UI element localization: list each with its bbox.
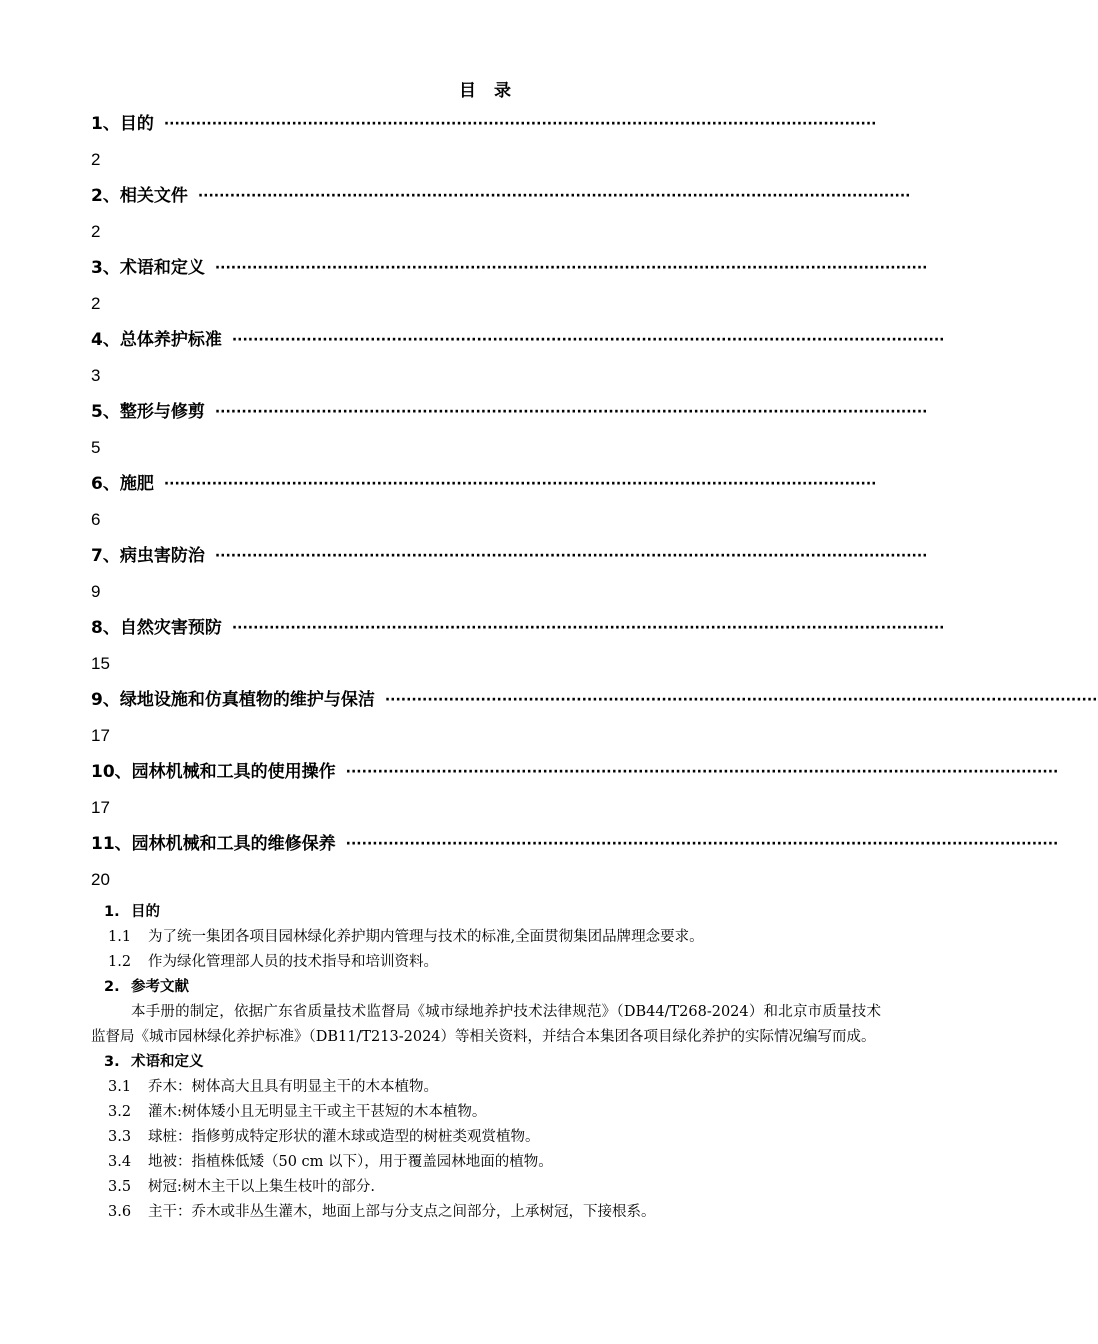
toc-leader-dots: ······································································································································ <box>231 620 945 636</box>
toc-entry[interactable] <box>91 324 945 396</box>
toc-entry-page: 2 <box>91 222 101 241</box>
toc-leader-dots: ······································································································································ <box>214 404 928 420</box>
toc-entry-page: 6 <box>91 510 101 529</box>
toc-entry-page: 20 <box>91 870 110 889</box>
toc-leader-dots: ······································································································································ <box>163 476 877 492</box>
list-item <box>91 925 881 950</box>
section-heading <box>91 975 881 1000</box>
toc-entry-label: 5、整形与修剪 <box>91 402 205 422</box>
toc-entry-label: 4、总体养护标准 <box>91 330 222 350</box>
item-text: 地被：指植株低矮（50 cm 以下），用于覆盖园林地面的植物。 <box>148 1154 553 1170</box>
paragraph: 本手册的制定，依据广东省质量技术监督局《城市绿地养护技术法律规范》（DB44/T268-2024）和北京市质量技术监督局《城市园林绿化养护标准》（DB11/T213-2024）等相关资料，并结合本集团各项目绿化养护的实际情况编写而成。 <box>91 1004 881 1045</box>
toc-entry-page: 3 <box>91 366 101 385</box>
toc-entry[interactable] <box>91 828 1059 900</box>
section-title: 术语和定义 <box>131 1054 204 1070</box>
toc-entry[interactable] <box>91 684 1098 756</box>
section-title: 目的 <box>131 904 160 920</box>
list-item <box>91 1200 881 1225</box>
section-title: 参考文献 <box>131 979 189 995</box>
toc-title: 目 录 <box>459 81 517 101</box>
toc-entry-label: 7、病虫害防治 <box>91 546 205 566</box>
toc-entry[interactable] <box>91 252 928 324</box>
section-number: 2. <box>104 979 120 995</box>
item-text: 球桩：指修剪成特定形状的灌木球或造型的树桩类观赏植物。 <box>148 1129 540 1145</box>
item-text: 为了统一集团各项目园林绿化养护期内管理与技术的标准,全面贯彻集团品牌理念要求。 <box>148 929 704 945</box>
toc-leader-dots: ······································································································································ <box>231 332 945 348</box>
toc-entry[interactable] <box>91 396 928 468</box>
toc-entry[interactable] <box>91 468 881 540</box>
toc-leader-dots: ······································································································································ <box>345 764 1059 780</box>
item-number: 3.5 <box>108 1179 132 1195</box>
list-item <box>91 1075 881 1100</box>
list-item <box>91 1175 881 1200</box>
toc-entry-page: 2 <box>91 294 101 313</box>
toc-entry-label: 8、自然灾害预防 <box>91 618 222 638</box>
toc-entry-label: 3、术语和定义 <box>91 258 205 278</box>
toc-entry-label: 6、施肥 <box>91 474 154 494</box>
section-heading <box>91 900 881 925</box>
list-item <box>91 950 881 975</box>
toc-leader-dots: ······································································································································ <box>197 188 911 204</box>
item-number: 3.6 <box>108 1204 132 1220</box>
toc-leader-dots: ······································································································································ <box>384 692 1098 708</box>
list-item <box>91 1150 881 1175</box>
item-number: 3.4 <box>108 1154 132 1170</box>
toc-entry[interactable] <box>91 540 928 612</box>
toc-entry[interactable] <box>91 108 881 180</box>
toc-entry-label: 11、园林机械和工具的维修保养 <box>91 834 336 854</box>
toc-entry[interactable] <box>91 756 1059 828</box>
toc-entry[interactable] <box>91 180 911 252</box>
item-text: 灌木:树体矮小且无明显主干或主干甚短的木本植物。 <box>148 1104 487 1120</box>
toc-entry-label: 9、绿地设施和仿真植物的维护与保洁 <box>91 690 375 710</box>
toc-entry-page: 17 <box>91 726 110 745</box>
table-of-contents <box>91 108 1098 900</box>
item-text: 树冠:树木主干以上集生枝叶的部分. <box>148 1179 375 1195</box>
toc-entry-page: 17 <box>91 798 110 817</box>
item-text: 乔木：树体高大且具有明显主干的木本植物。 <box>148 1079 438 1095</box>
toc-leader-dots: ······································································································································ <box>345 836 1059 852</box>
list-item <box>91 1125 881 1150</box>
section-number: 1. <box>104 904 120 920</box>
item-number: 3.1 <box>108 1079 132 1095</box>
section-heading <box>91 1050 881 1075</box>
toc-entry-page: 15 <box>91 654 110 673</box>
item-number: 3.3 <box>108 1129 132 1145</box>
item-number: 1.1 <box>108 929 132 945</box>
document-body <box>91 900 881 1225</box>
toc-entry-page: 5 <box>91 438 101 457</box>
section-number: 3. <box>104 1054 120 1070</box>
toc-entry-label: 1、目的 <box>91 114 154 134</box>
toc-entry[interactable] <box>91 612 945 684</box>
toc-leader-dots: ······································································································································ <box>214 260 928 276</box>
item-text: 作为绿化管理部人员的技术指导和培训资料。 <box>148 954 438 970</box>
toc-leader-dots: ······································································································································ <box>214 548 928 564</box>
toc-entry-label: 2、相关文件 <box>91 186 188 206</box>
toc-entry-label: 10、园林机械和工具的使用操作 <box>91 762 336 782</box>
item-number: 3.2 <box>108 1104 132 1120</box>
toc-leader-dots: ······································································································································ <box>163 116 877 132</box>
toc-entry-page: 2 <box>91 150 101 169</box>
toc-entry-page: 9 <box>91 582 101 601</box>
item-number: 1.2 <box>108 954 132 970</box>
list-item <box>91 1100 881 1125</box>
item-text: 主干：乔木或非丛生灌木，地面上部与分支点之间部分，上承树冠，下接根系。 <box>148 1204 656 1220</box>
